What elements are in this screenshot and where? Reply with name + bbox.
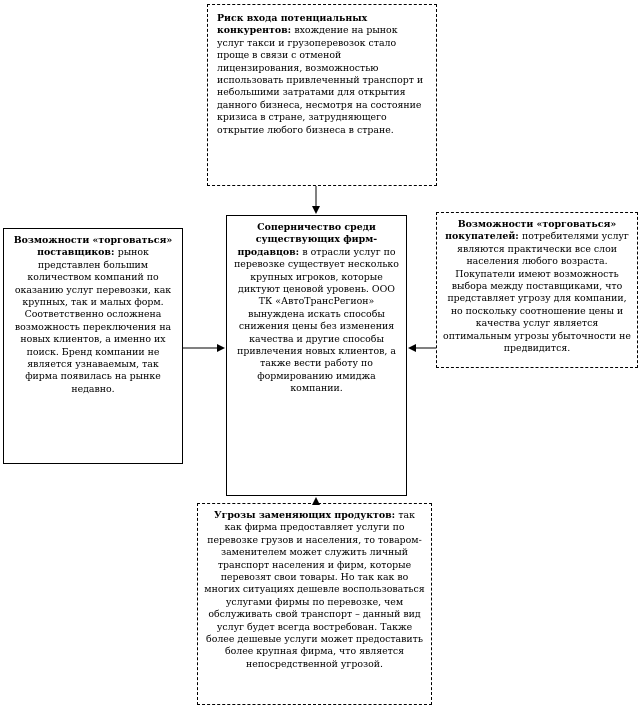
suppliers-power-title: Возможности «торговаться» поставщиков: xyxy=(13,235,173,259)
potential-entrants-title: Риск входа потенциальных конкурентов: xyxy=(217,13,368,37)
potential-entrants-text: вхождение на рынок услуг такси и грузоперевозок стало проще в связи с отменой лицензирования, возможностью использовать привлеченный транспорт и небольшими затратами для открытия данного бизнеса, несмотря на состояние кризиса в стране, затрудняющего открытие любого бизнеса в стране. xyxy=(217,25,424,136)
industry-rivalry-title: Соперничество среди существующих фирм-продавцов: xyxy=(237,222,378,258)
buyers-power-text: потребителями услуг являются практически все слои населения любого возраста. Покупатели имеют возможность выбора между поставщиками, что представляет угрозу для компании, но поскольку соотношение цены и качества услуг является оптимальным угрозы убыточности не предвидится. xyxy=(443,231,631,355)
substitutes-threat-title: Угрозы заменяющих продуктов: xyxy=(214,510,399,521)
buyers-power-title: Возможности «торговаться» покупателей: xyxy=(445,219,617,243)
industry-rivalry-text: в отрасли услуг по перевозке существует несколько крупных игроков, которые диктуют ценовой уровень. ООО ТК «АвтоТрансРегион» вынуждена искать способы снижения цены без изменения качества и другие способы привлечения новых клиентов, а также вести работу по формированию имиджа компании. xyxy=(234,246,399,395)
substitutes-threat-text: так как фирма предоставляет услуги по перевозке грузов и населения, то товаром-заменителем может служить личный транспорт населения и фирм, которые перевозят свои товары. Но так как во многих ситуациях дешевле воспользоваться услугами фирмы по перевозке, чем обслуживать свой транспорт – данный вид услуг будет всегда востребован. Также более дешевые услуги может предоставить более крупная фирма, что является непосредственной угрозой. xyxy=(204,510,425,670)
suppliers-power-text: рынок представлен большим количеством компаний по оказанию услуг перевозки, как крупных, так и малых форм. Соответственно осложнена возможность переключения на новых клиентов, а именно их поиск. Бренд компании не является узнаваемым, так фирма появилась на рынке недавно. xyxy=(14,247,172,395)
